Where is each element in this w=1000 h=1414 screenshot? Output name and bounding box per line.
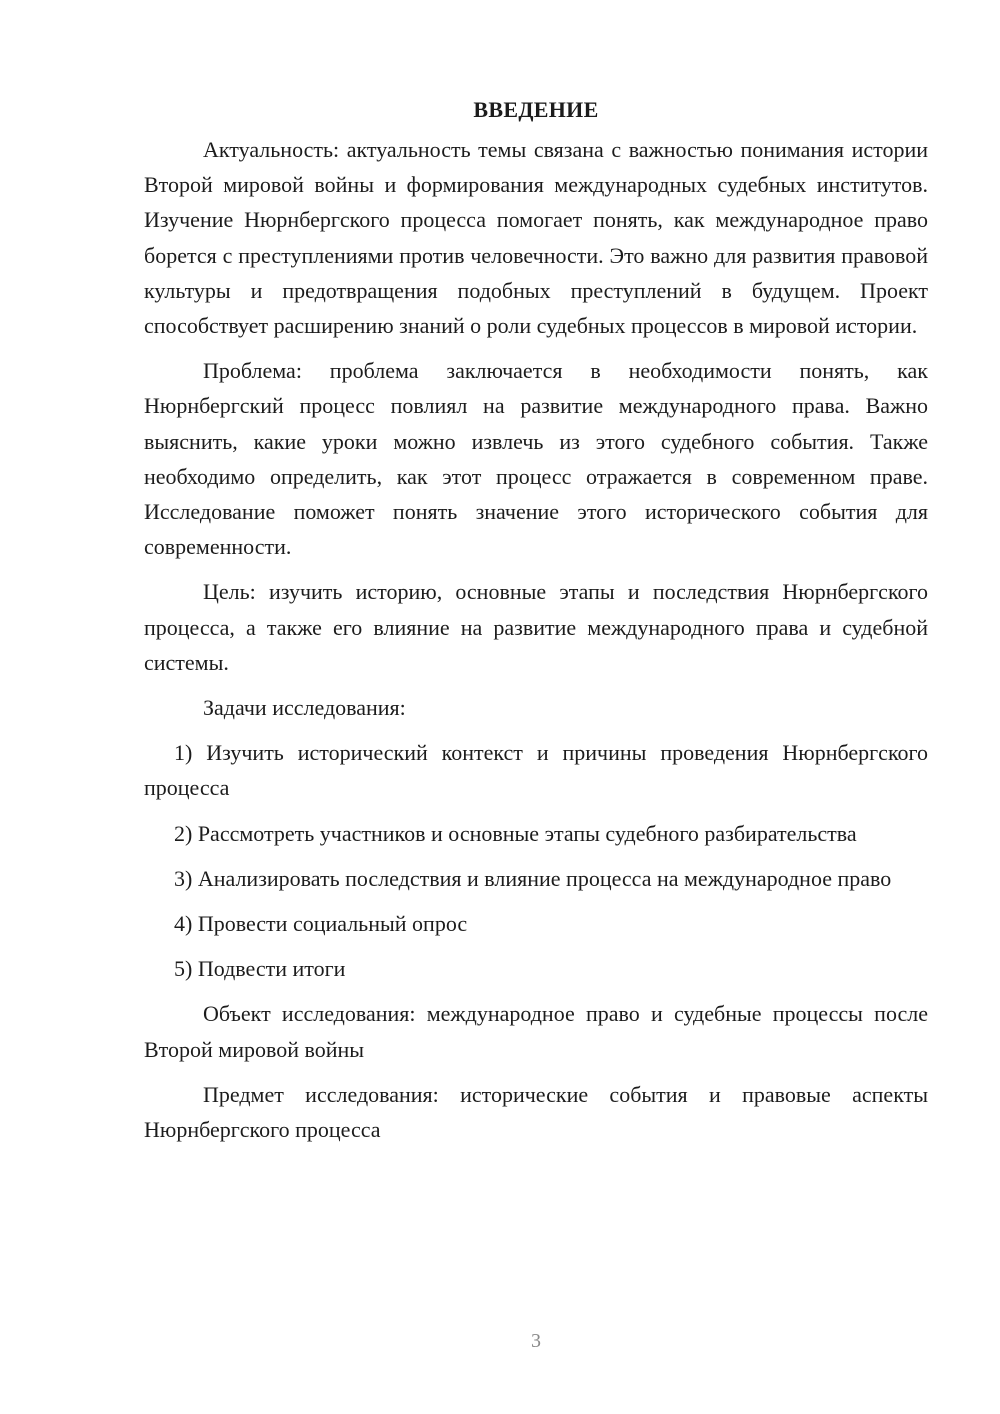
section-title: ВВЕДЕНИЕ	[473, 97, 599, 122]
object-paragraph: Объект исследования: международное право и судебные процессы после Второй мировой войны	[144, 1001, 928, 1062]
page-number: 3	[531, 1330, 541, 1352]
goal-paragraph: Цель: изучить историю, основные этапы и последствия Нюрнбергского процесса, а также его влияние на развитие международного права и судебной системы.	[144, 579, 928, 675]
tasks-heading: Задачи исследования:	[203, 695, 406, 721]
problem-paragraph: Проблема: проблема заключается в необходимости понять, как Нюрнбергский процесс повлиял на развитие международного права. Важно выяснить, какие уроки можно извлечь из этого судебного события. Также необходимо определить, как этот процесс отражается в современном праве. Исследование поможет понять значение этого исторического события для современности.	[144, 358, 928, 560]
task-item-1: 1) Изучить исторический контекст и причины проведения Нюрнбергского процесса	[144, 740, 928, 801]
relevance-paragraph: Актуальность: актуальность темы связана с важностью понимания истории Второй мировой войны и формирования международных судебных институтов. Изучение Нюрнбергского процесса помогает понять, как международное право борется с преступлениями против человечности. Это важно для развития правовой культуры и предотвращения подобных преступлений в будущем. Проект способствует расширению знаний о роли судебных процессов в мировой истории.	[144, 137, 928, 339]
task-item-2: 2) Рассмотреть участников и основные этапы судебного разбирательства	[174, 820, 857, 846]
task-item-3: 3) Анализировать последствия и влияние процесса на международное право	[174, 865, 892, 891]
page-content	[144, 92, 928, 1157]
task-item-5: 5) Подвести итоги	[174, 956, 346, 982]
task-item-4: 4) Провести социальный опрос	[174, 911, 468, 937]
subject-paragraph: Предмет исследования: исторические события и правовые аспекты Нюрнбергского процесса	[144, 1081, 928, 1143]
